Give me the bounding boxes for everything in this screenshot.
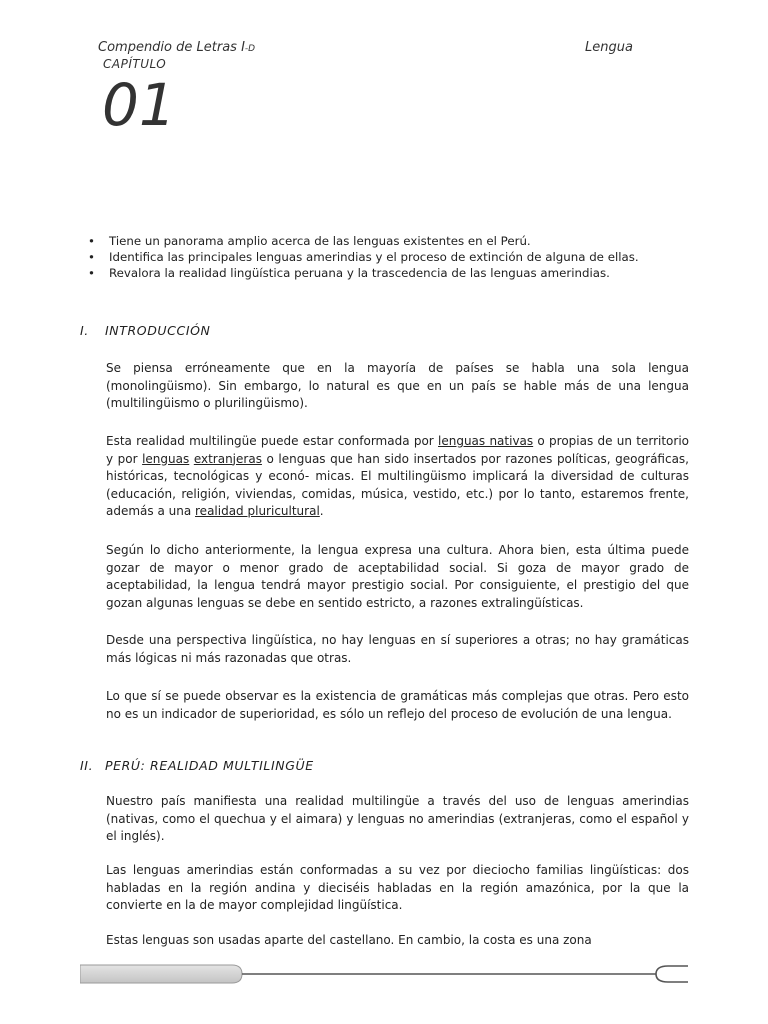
book-title-suffix: -D <box>244 44 256 54</box>
objective-item: • Revalora la realidad lingüística peruana y la trascedencia de las lenguas amerindias. <box>82 265 702 281</box>
book-title-text: Compendio de Letras I <box>98 40 245 55</box>
subject-label: Lengua <box>585 40 633 55</box>
paragraph: Las lenguas amerindias están conformadas a su vez por dieciocho familias lingüísticas: dos habladas en la región andina y dieciséis habladas en la región amazónica, por la que la convierte en la de mayor complejidad lingüística. <box>106 863 689 912</box>
paragraph-text: o propias de un territorio y por <box>106 434 690 466</box>
page-footer-decoration <box>80 962 688 986</box>
paragraph-text: o lenguas que han sido insertados por razones políticas, geográficas, históricas, tecnológicas y econó- micas. El multilingüismo implicará la diversidad de culturas (educación, religión, viviendas, comidas, música, vestido, etc.) por lo tanto, estaremos frente, además a una <box>106 451 689 518</box>
objective-item: • Tiene un panorama amplio acerca de las lenguas existentes en el Perú. <box>82 233 702 249</box>
paragraph <box>106 433 689 521</box>
section-title: PERÚ: REALIDAD MULTILINGÜE <box>105 758 314 773</box>
paragraph: Se piensa erróneamente que en la mayoría de países se habla una sola lengua (monolingüismo). Sin embargo, lo natural es que en un país se hable más de una lengua (multilingüismo o plurilingüismo). <box>106 361 689 410</box>
term-lenguas: lenguas <box>142 451 190 466</box>
paragraph: Lo que sí se puede observar es la existencia de gramáticas más complejas que otras. Pero esto no es un indicador de superioridad, es sólo un reflejo del proceso de evolución de una lengua. <box>106 689 689 721</box>
section-heading-peru <box>80 758 314 773</box>
section-number: I. <box>80 323 89 338</box>
chapter-label: CAPÍTULO <box>103 57 167 71</box>
objectives-list <box>82 233 702 281</box>
paragraph: Según lo dicho anteriormente, la lengua expresa una cultura. Ahora bien, esta última puede gozar de mayor o menor grado de aceptabilidad social. Si goza de mayor grado de aceptabilidad, la lengua tendrá mayor prestigio social. Por consiguiente, el prestigio del que gozan algunas lenguas se debe en sentido estricto, a razones extralingüísticas. <box>106 543 689 610</box>
term-lenguas-nativas: lenguas nativas <box>438 434 534 448</box>
section-heading-introduccion <box>80 323 211 338</box>
paragraph-text: . <box>319 504 324 518</box>
paragraph: Estas lenguas son usadas aparte del castellano. En cambio, la costa es una zona <box>106 933 592 947</box>
paragraph: Nuestro país manifiesta una realidad multilingüe a través del uso de lenguas amerindias (nativas, como el quechua y el aimara) y lenguas no amerindias (extranjeras, como el español y el inglés). <box>106 794 689 843</box>
section-title: INTRODUCCIÓN <box>105 323 211 338</box>
book-title <box>98 40 255 55</box>
term-realidad-pluricultural: realidad pluricultural <box>195 504 320 518</box>
footer-bar <box>80 962 688 986</box>
term-extranjeras: extranjeras <box>193 451 262 466</box>
paragraph: Desde una perspectiva lingüística, no hay lenguas en sí superiores a otras; no hay gramáticas más lógicas ni más razonadas que otras. <box>106 633 689 665</box>
objective-item: • Identifica las principales lenguas amerindias y el proceso de extinción de alguna de ellas. <box>82 249 702 265</box>
paragraph-text: Esta realidad multilingüe puede estar conformada por <box>106 434 439 448</box>
chapter-number: 01 <box>102 71 176 139</box>
section-number: II. <box>80 758 94 773</box>
